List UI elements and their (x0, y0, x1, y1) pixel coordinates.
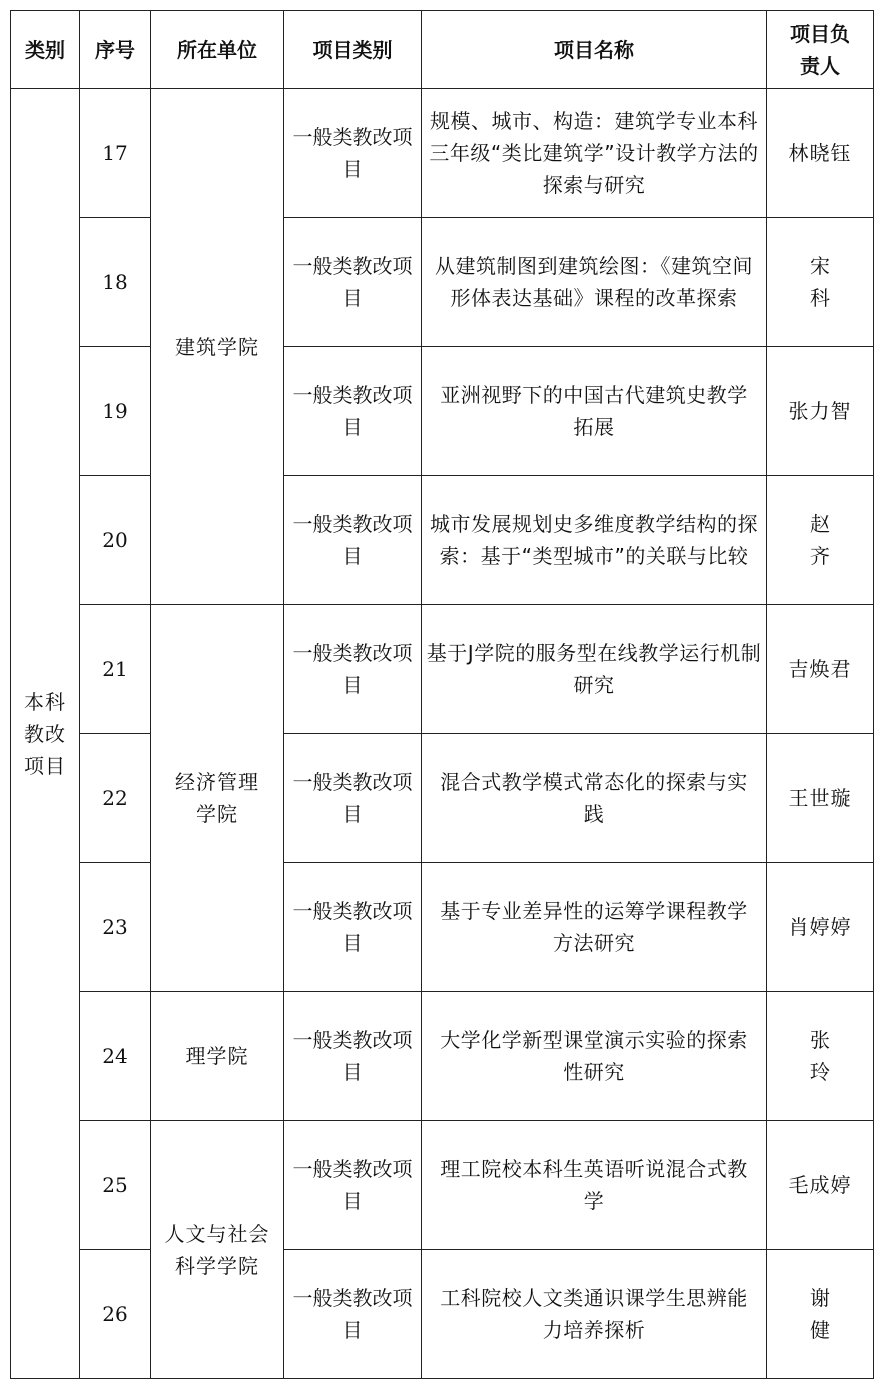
seq-cell: 24 (80, 992, 151, 1121)
type-cell: 一般类教改项目 (284, 605, 422, 734)
leader-cell: 谢健 (767, 1250, 874, 1379)
leader-cell: 赵齐 (767, 476, 874, 605)
header-unit: 所在单位 (151, 11, 284, 89)
type-cell: 一般类教改项目 (284, 89, 422, 218)
seq-cell: 23 (80, 863, 151, 992)
name-cell: 基于专业差异性的运筹学课程教学方法研究 (422, 863, 767, 992)
category-cell: 本科教改项目 (11, 89, 80, 1379)
table-row (11, 605, 874, 734)
name-cell: 规模、城市、构造：建筑学专业本科三年级“类比建筑学”设计教学方法的探索与研究 (422, 89, 767, 218)
table-row (11, 1250, 874, 1379)
header-project-type: 项目类别 (284, 11, 422, 89)
table-row (11, 1121, 874, 1250)
name-cell: 工科院校人文类通识课学生思辨能力培养探析 (422, 1250, 767, 1379)
leader-cell: 毛成婷 (767, 1121, 874, 1250)
seq-cell: 22 (80, 734, 151, 863)
type-cell: 一般类教改项目 (284, 734, 422, 863)
name-cell: 混合式教学模式常态化的探索与实践 (422, 734, 767, 863)
type-cell: 一般类教改项目 (284, 347, 422, 476)
leader-cell: 宋科 (767, 218, 874, 347)
table-row (11, 347, 874, 476)
seq-cell: 26 (80, 1250, 151, 1379)
seq-cell: 19 (80, 347, 151, 476)
type-cell: 一般类教改项目 (284, 218, 422, 347)
leader-cell: 吉焕君 (767, 605, 874, 734)
type-cell: 一般类教改项目 (284, 863, 422, 992)
unit-cell-science: 理学院 (151, 992, 284, 1121)
leader-cell: 肖婷婷 (767, 863, 874, 992)
name-cell: 城市发展规划史多维度教学结构的探索：基于“类型城市”的关联与比较 (422, 476, 767, 605)
table-row (11, 218, 874, 347)
name-cell: 从建筑制图到建筑绘图：《建筑空间形体表达基础》课程的改革探索 (422, 218, 767, 347)
leader-cell: 林晓钰 (767, 89, 874, 218)
name-cell: 亚洲视野下的中国古代建筑史教学拓展 (422, 347, 767, 476)
seq-cell: 21 (80, 605, 151, 734)
type-cell: 一般类教改项目 (284, 476, 422, 605)
table-row (11, 992, 874, 1121)
seq-cell: 18 (80, 218, 151, 347)
leader-cell: 张玲 (767, 992, 874, 1121)
header-project-name: 项目名称 (422, 11, 767, 89)
leader-cell: 王世璇 (767, 734, 874, 863)
type-cell: 一般类教改项目 (284, 1250, 422, 1379)
name-cell: 大学化学新型课堂演示实验的探索性研究 (422, 992, 767, 1121)
seq-cell: 20 (80, 476, 151, 605)
type-cell: 一般类教改项目 (284, 1121, 422, 1250)
project-table (10, 10, 874, 1379)
seq-cell: 25 (80, 1121, 151, 1250)
table-row (11, 863, 874, 992)
table-row (11, 89, 874, 218)
unit-cell-economics: 经济管理学院 (151, 605, 284, 992)
unit-cell-architecture: 建筑学院 (151, 89, 284, 605)
header-seq: 序号 (80, 11, 151, 89)
name-cell: 基于J学院的服务型在线教学运行机制研究 (422, 605, 767, 734)
seq-cell: 17 (80, 89, 151, 218)
header-row (11, 11, 874, 89)
table-row (11, 476, 874, 605)
leader-cell: 张力智 (767, 347, 874, 476)
header-leader: 项目负责人 (767, 11, 874, 89)
unit-cell-humanities: 人文与社会科学学院 (151, 1121, 284, 1379)
name-cell: 理工院校本科生英语听说混合式教学 (422, 1121, 767, 1250)
header-category: 类别 (11, 11, 80, 89)
type-cell: 一般类教改项目 (284, 992, 422, 1121)
table-row (11, 734, 874, 863)
